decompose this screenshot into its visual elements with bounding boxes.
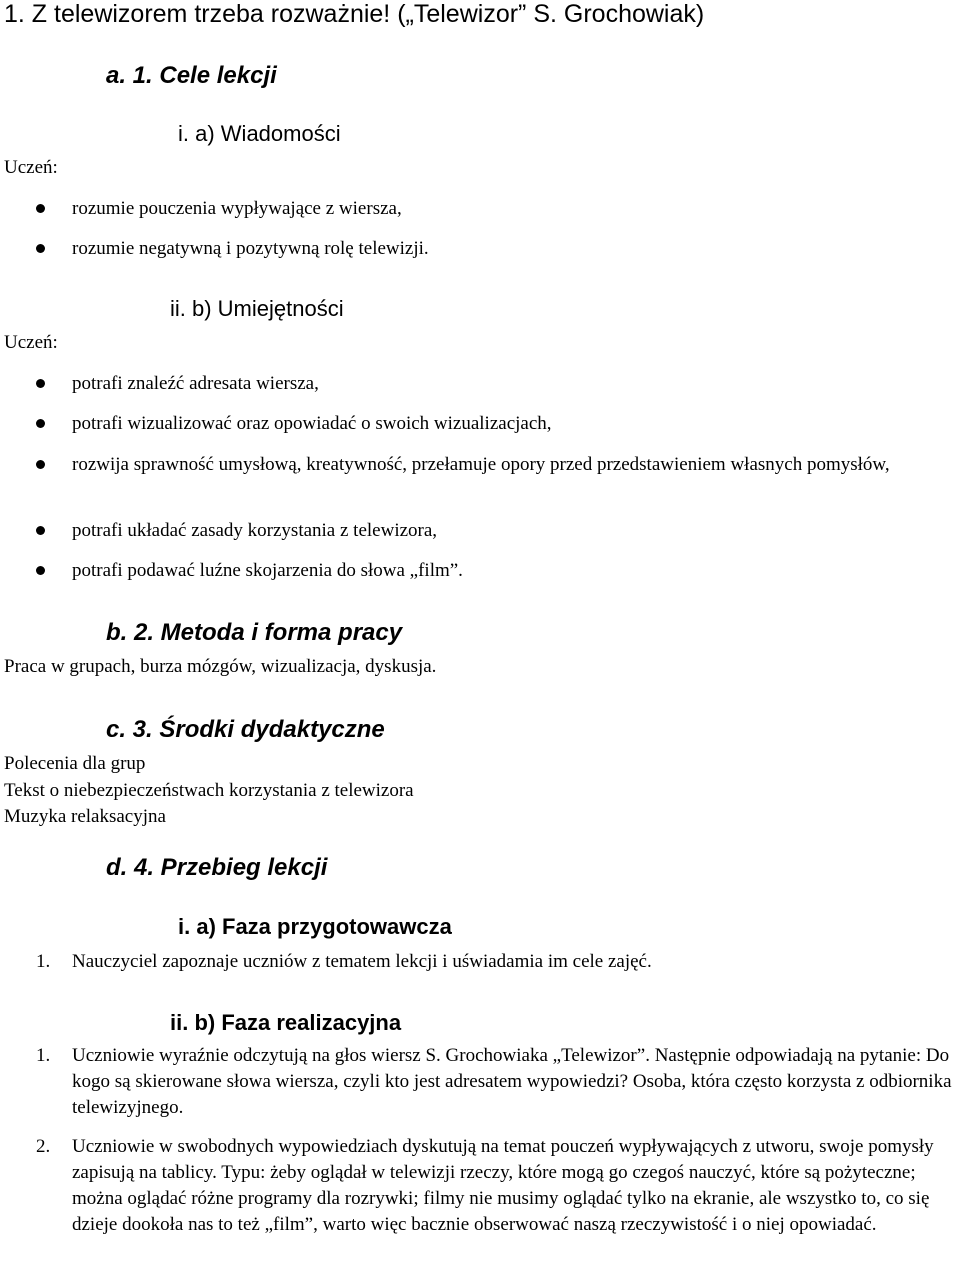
- section-heading-method: b. 2. Metoda i forma pracy: [106, 619, 403, 646]
- means-line: Muzyka relaksacyjna: [4, 806, 166, 827]
- bullet-icon: [36, 526, 45, 535]
- list-item: rozumie pouczenia wypływające z wiersza,: [0, 196, 960, 222]
- section-heading-goals: a. 1. Cele lekcji: [106, 62, 277, 89]
- bullet-icon: [36, 419, 45, 428]
- subsection-heading-knowledge: i. a) Wiadomości: [178, 121, 341, 146]
- section-heading-means: c. 3. Środki dydaktyczne: [106, 716, 385, 743]
- list-item: rozwija sprawność umysłową, kreatywność, przełamuje opory przed przedstawieniem własnych pomysłów,: [0, 452, 960, 504]
- subsection-heading-prep: i. a) Faza przygotowawcza: [178, 914, 452, 939]
- subsection-heading-skills: ii. b) Umiejętności: [170, 296, 344, 321]
- numbered-item: 1. Nauczyciel zapoznaje uczniów z tematem lekcji i uświadamia im cele zajęć.: [36, 951, 652, 972]
- list-item: potrafi wizualizować oraz opowiadać o swoich wizualizacjach,: [0, 411, 960, 437]
- subsection-heading-realization: ii. b) Faza realizacyjna: [170, 1010, 402, 1035]
- list-item: potrafi znaleźć adresata wiersza,: [0, 371, 960, 397]
- student-label: Uczeń:: [4, 157, 58, 178]
- bullet-icon: [36, 204, 45, 213]
- bullet-icon: [36, 566, 45, 575]
- list-item: rozumie negatywną i pozytywną rolę telewizji.: [0, 236, 960, 262]
- bullet-icon: [36, 244, 45, 253]
- list-item: potrafi układać zasady korzystania z telewizora,: [0, 518, 960, 544]
- list-item: potrafi podawać luźne skojarzenia do słowa „film”.: [0, 558, 960, 584]
- document-title: 1. Z telewizorem trzeba rozważnie! („Telewizor” S. Grochowiak): [4, 0, 705, 28]
- means-line: Polecenia dla grup: [4, 753, 146, 774]
- bullet-icon: [36, 460, 45, 469]
- means-line: Tekst o niebezpieczeństwach korzystania z telewizora: [4, 780, 414, 801]
- numbered-item: 1. Uczniowie wyraźnie odczytują na głos wiersz S. Grochowiaka „Telewizor”. Następnie odpowiadają na pytanie: Do kogo są skierowane słowa wiersza, czyli kto jest adresatem wypowiedzi? Osoba, która często korzysta z odbiornika telewizyjnego.: [36, 1045, 952, 1118]
- bullet-icon: [36, 379, 45, 388]
- student-label: Uczeń:: [4, 332, 58, 353]
- section-heading-course: d. 4. Przebieg lekcji: [106, 854, 328, 881]
- method-text: Praca w grupach, burza mózgów, wizualizacja, dyskusja.: [4, 656, 437, 677]
- numbered-item: 2. Uczniowie w swobodnych wypowiedziach dyskutują na temat pouczeń wypływających z utworu, swoje pomysły zapisują na tablicy. Typu: żeby oglądał w telewizji rzeczy, które mogą go czegoś nauczyć, które są pożyteczne; można oglądać różne programy dla rozrywki; filmy nie musimy oglądać tylko na ekranie, ale wszystko to, co się dzieje dookoła nas to też „film”, warto więc bacznie obserwować naszą rzeczywistość i o niej opowiadać.: [36, 1136, 934, 1235]
